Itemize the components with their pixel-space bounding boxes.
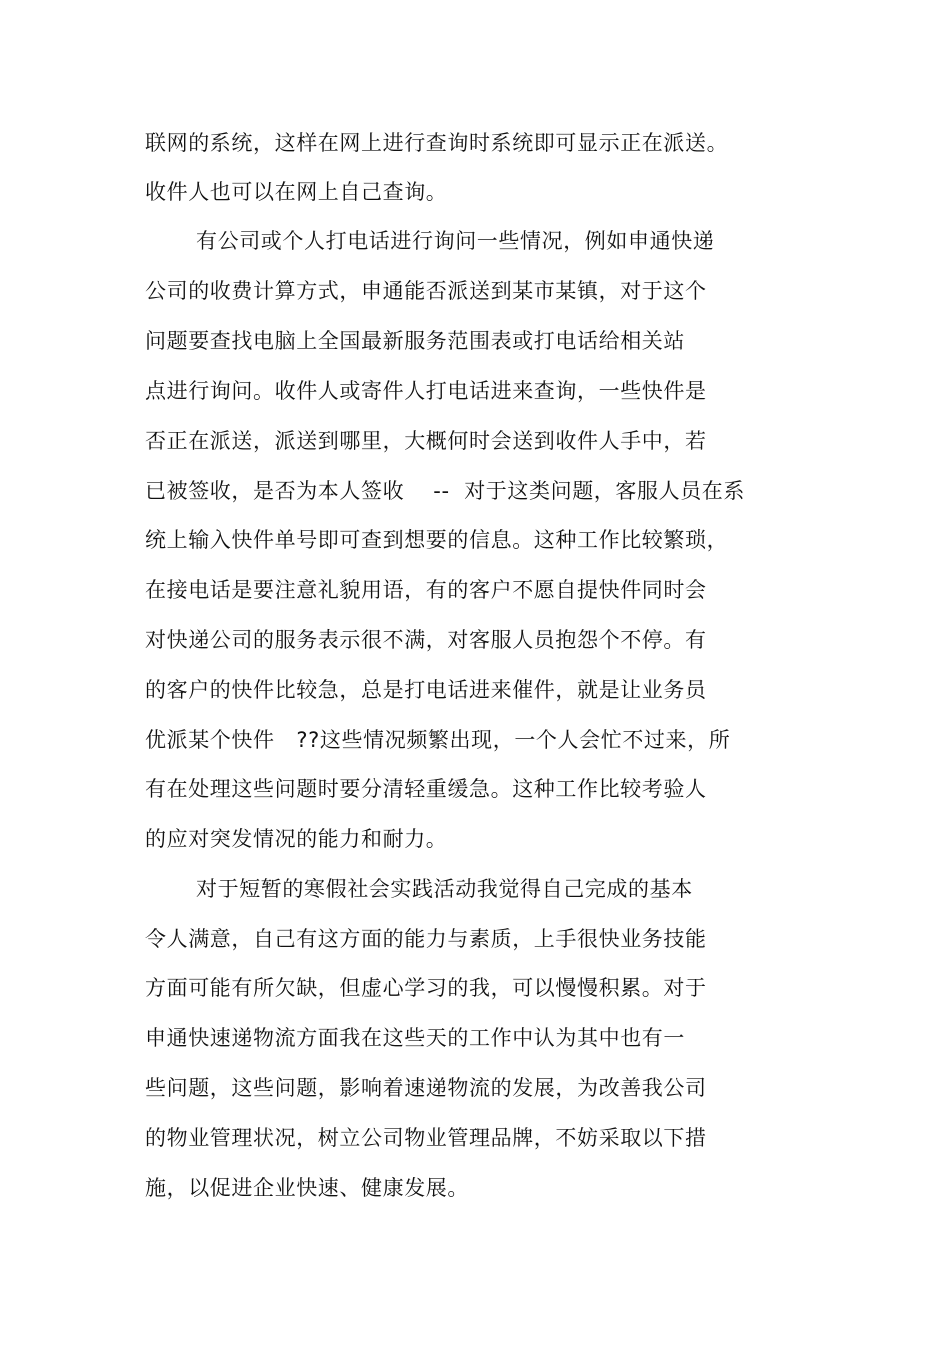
text-line: 已被签收，是否为本人签收 -- 对于这类问题，客服人员在系	[145, 479, 746, 503]
text-line: 点进行询问。收件人或寄件人打电话进来查询，一些快件是	[145, 379, 707, 403]
text-line: 问题要查找电脑上全国最新服务范围表或打电话给相关站	[145, 329, 685, 353]
text-line: 否正在派送，派送到哪里，大概何时会送到收件人手中，若	[145, 429, 707, 453]
text-line: 的客户的快件比较急，总是打电话进来催件，就是让业务员	[145, 678, 707, 702]
text-line: 统上输入快件单号即可查到想要的信息。这种工作比较繁琐，	[145, 528, 729, 552]
text-line: 令人满意，自己有这方面的能力与素质，上手很快业务技能	[145, 927, 707, 951]
text-line: 对快递公司的服务表示很不满，对客服人员抱怨个不停。有	[145, 628, 707, 652]
text-line: 有在处理这些问题时要分清轻重缓急。这种工作比较考验人	[145, 777, 707, 801]
paragraph-first-line: 有公司或个人打电话进行询问一些情况，例如申通快递	[196, 229, 715, 253]
text-line: 收件人也可以在网上自己查询。	[145, 180, 448, 204]
text-line: 优派某个快件 ??这些情况频繁出现，一个人会忙不过来，所	[145, 728, 731, 752]
text-line: 方面可能有所欠缺，但虚心学习的我，可以慢慢积累。对于	[145, 976, 707, 1000]
text-line: 公司的收费计算方式，申通能否派送到某市某镇，对于这个	[145, 279, 707, 303]
text-line: 的应对突发情况的能力和耐力。	[145, 827, 448, 851]
text-line: 些问题，这些问题，影响着速递物流的发展，为改善我公司	[145, 1076, 707, 1100]
text-line: 在接电话是要注意礼貌用语，有的客户不愿自提快件同时会	[145, 578, 707, 602]
text-line: 联网的系统，这样在网上进行查询时系统即可显示正在派送。	[145, 131, 729, 155]
paragraph-first-line: 对于短暂的寒假社会实践活动我觉得自己完成的基本	[196, 877, 693, 901]
text-line: 申通快速递物流方面我在这些天的工作中认为其中也有一	[145, 1026, 685, 1050]
text-line: 施，以促进企业快速、健康发展。	[145, 1176, 469, 1200]
text-line: 的物业管理状况，树立公司物业管理品牌，不妨采取以下措	[145, 1126, 707, 1150]
